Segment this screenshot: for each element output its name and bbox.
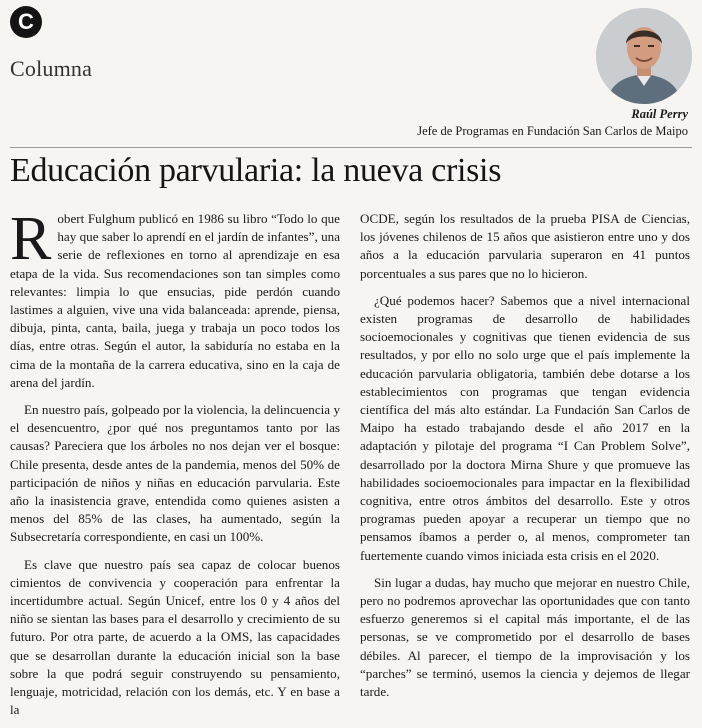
- column-badge: C: [10, 6, 42, 38]
- paragraph-1: [10, 205, 340, 392]
- article-title: Educación parvularia: la nueva crisis: [10, 152, 502, 189]
- paragraph-5: Sin lugar a dudas, hay mucho que mejorar en nuestro Chile, pero no podremos aprovechar las oportunidades que con tanto esfuerzo generemos si el capital más importante, el de las personas, se ve comprometido por el desarrollo de bases débiles. Al parecer, el tiempo de la improvisación y los “parches” se terminó, usemos la ciencia y dejemos de llegar tarde.: [360, 574, 690, 700]
- article-column-right: [360, 210, 690, 710]
- drop-cap: R: [10, 205, 52, 273]
- author-photo: [596, 8, 692, 104]
- author-portrait: [596, 8, 692, 104]
- paragraph-3-continued: OCDE, según los resultados de la prueba PISA de Ciencias, los jóvenes chilenos de 15 años que asistieron entre uno y dos años a la educación parvularia superaron en 41 puntos porcentuales a sus pares que no lo hicieron.: [360, 211, 690, 281]
- author-name: Raúl Perry: [631, 107, 688, 121]
- paragraph-2: En nuestro país, golpeado por la violencia, la delincuencia y el desencuentro, ¿por qué nos preguntamos tanto por las causas? Pareciera que los árboles no nos dejan ver el bosque: Chile presenta, desde antes de la pandemia, menos del 50% de participación de niños y niñas en educación parvularia. Este año la inasistencia grave, entendida como quienes asisten a menos del 85% de las clases, ha aumentado, según la Subsecretaría correspondiente, en casi un 100%.: [10, 402, 340, 545]
- article-column-left: [10, 205, 340, 728]
- author-role: Jefe de Programas en Fundación San Carlos de Maipo: [417, 124, 688, 138]
- section-label: Columna: [10, 56, 93, 81]
- author-byline: [417, 107, 688, 139]
- header-divider: [10, 147, 692, 148]
- paragraph-4: ¿Qué podemos hacer? Sabemos que a nivel internacional existen programas de desarrollo de habilidades socioemocionales y cognitivas que tienen evidencia de sus resultados, y por ello no solo urge que el país implemente la educación parvularia obligatoria, también debe dotarse a los establecimientos con programas que tengan evidencia científica del más alto estándar. La Fundación San Carlos de Maipo ha estado trabajando desde el año 2017 en la adaptación y pilotaje del programa “I Can Problem Solve”, desarrollado por la doctora Mirna Shure y que promueve las habilidades socioemocionales para impactar en la flexibilidad cognitiva, entre otros ámbitos del desarrollo. Este y otros programas pueden apoyar a recuperar un tiempo que no pensamos íbamos a perder o, al menos, comprometer tan fuertemente cuando vimos iniciada esta crisis en el 2020.: [360, 292, 690, 563]
- paragraph-3: Es clave que nuestro país sea capaz de colocar buenos cimientos de convivencia y cooperación para enfrentar la incertidumbre actual. Según Unicef, entre los 0 y 4 años del niño se sientan las bases para el desarrollo y crecimiento de su futuro. Por otra parte, de acuerdo a la OMS, las capacidades que se desarrollan durante la educación inicial son la base sobre la que podrá seguir construyendo su pensamiento, lenguaje, motricidad, relación con los demás, etc. Y en base a la: [10, 556, 340, 718]
- paragraph-1-text: obert Fulghum publicó en 1986 su libro “Todo lo que hay que saber lo aprendí en el jardín de infantes”, una serie de reflexiones en torno al aprendizaje en esa etapa de la vida. Sus recomendaciones son tan simples como relevantes: limpia lo que ensucias, pide perdón cuando lastimes a alguien, vive una vida balanceada: aprende, piensa, dibuja, pinta, canta, baila, juega y trabaja un poco todos los días, entre otras. Según el autor, la sabiduría no estaba en la cima de la montaña de la carrera educativa, sino en la caja de arena del jardín.: [10, 211, 340, 390]
